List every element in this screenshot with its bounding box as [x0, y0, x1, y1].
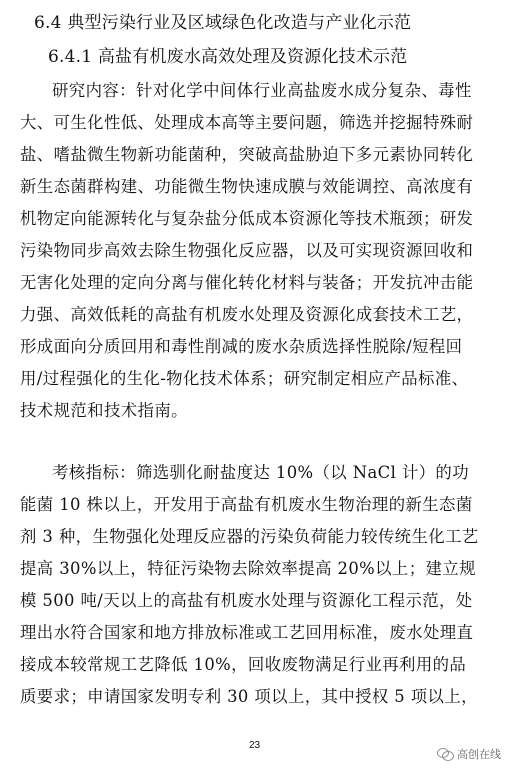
research-line: 污染物同步高效去除生物强化反应器，以及可实现资源回收和: [20, 241, 474, 260]
research-line: 研究内容：针对化学中间体行业高盐废水成分复杂、毒性: [52, 81, 472, 100]
metrics-line: 模 500 吨/天以上的高盐有机废水处理与资源化工程示范，处: [20, 591, 473, 610]
metrics-line: 剂 3 种，生物强化处理反应器的污染负荷能力较传统生化工艺: [20, 527, 479, 546]
metrics-line: 提高 30%以上，特征污染物去除效率提高 20%以上；建立规: [20, 559, 476, 578]
metrics-line: 能菌 10 株以上，开发用于高盐有机废水生物治理的新生态菌: [20, 495, 473, 514]
research-line: 机物定向能源转化与复杂盐分低成本资源化等技术瓶颈；研发: [20, 209, 474, 228]
subsection-heading: 6.4.1 高盐有机废水高效处理及资源化技术示范: [48, 47, 408, 67]
research-line: 盐、嗜盐微生物新功能菌种，突破高盐胁迫下多元素协同转化: [20, 145, 474, 164]
wechat-bubble-right: [442, 751, 454, 761]
research-line: 无害化处理的定向分离与催化转化材料与装备；开发抗冲击能: [20, 273, 474, 292]
research-line: 形成面向分质回用和毒性削减的废水杂质选择性脱除/短程回: [20, 337, 463, 356]
page-number: 23: [248, 740, 261, 751]
section-heading: 6.4 典型污染行业及区域绿色化改造与产业化示范: [34, 13, 412, 33]
research-line: 大、可生化性低、处理成本高等主要问题，筛选并挖掘特殊耐: [20, 113, 474, 132]
wechat-icon: [437, 748, 453, 760]
metrics-line: 接成本较常规工艺降低 10%，回收废物满足行业再利用的品: [20, 655, 467, 674]
watermark: [437, 746, 501, 762]
research-line: 技术规范和技术指南。: [20, 401, 188, 420]
metrics-line: 质要求；申请国家发明专利 30 项以上，其中授权 5 项以上，: [20, 687, 478, 706]
metrics-line: 考核指标：筛选驯化耐盐度达 10%（以 NaCl 计）的功: [52, 463, 469, 482]
research-line: 力强、高效低耗的高盐有机废水处理及资源化成套技术工艺，: [20, 305, 474, 324]
research-line: 用/过程强化的生化-物化技术体系；研究制定相应产品标准、: [20, 369, 469, 388]
watermark-text: 高创在线: [457, 748, 501, 761]
research-line: 新生态菌群构建、功能微生物快速成膜与效能调控、高浓度有: [20, 177, 474, 196]
metrics-line: 理出水符合国家和地方排放标准或工艺回用标准，废水处理直: [20, 623, 474, 642]
